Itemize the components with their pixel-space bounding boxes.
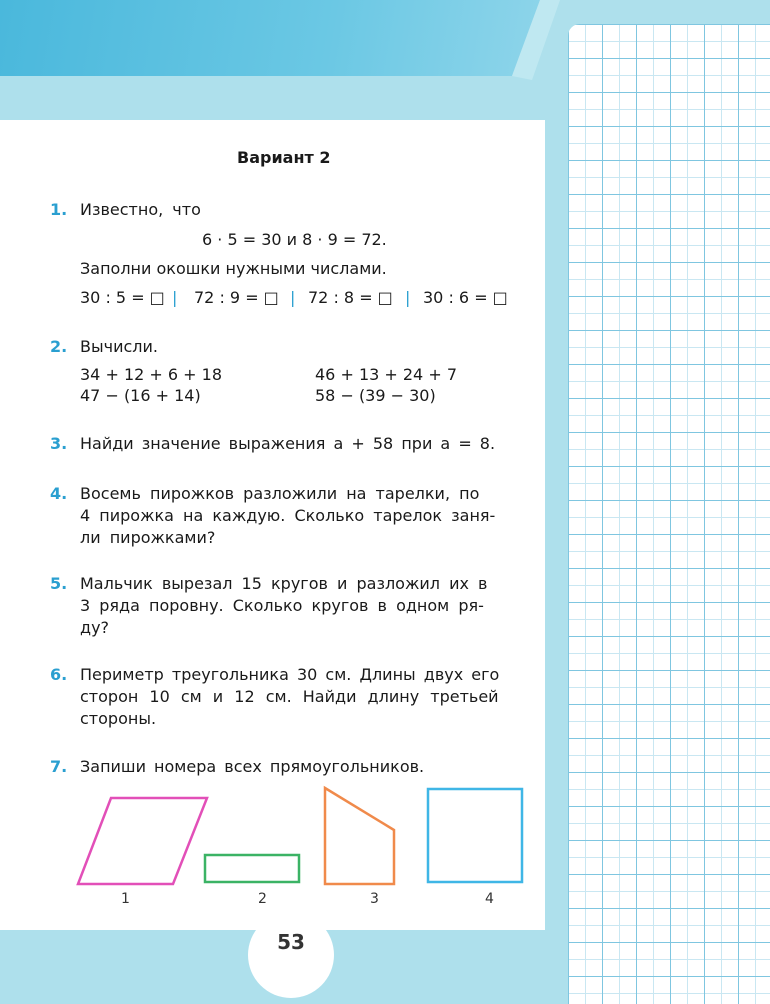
shape-4-label: 4 xyxy=(485,891,494,907)
task-3-number: 3. xyxy=(50,434,68,453)
task-1-equation-2: 72 : 9 = □ xyxy=(194,288,279,307)
task-4-line-3: ли пирожками? xyxy=(80,528,216,547)
task-1-facts: 6 · 5 = 30 и 8 · 9 = 72. xyxy=(202,230,387,249)
page-number-badge xyxy=(248,912,334,998)
task-1-line-1: Известно, что xyxy=(80,200,201,219)
task-2-expression-c: 47 − (16 + 14) xyxy=(80,386,201,405)
shape-3-trapezoid xyxy=(325,788,394,884)
separator: | xyxy=(290,288,296,307)
task-1-equation-3: 72 : 8 = □ xyxy=(308,288,393,307)
task-1-line-3: Заполни окошки нужными числами. xyxy=(80,259,387,278)
task-5-number: 5. xyxy=(50,574,68,593)
separator: | xyxy=(405,288,411,307)
task-2-number: 2. xyxy=(50,337,68,356)
task-2-expression-b: 46 + 13 + 24 + 7 xyxy=(315,365,457,384)
task-5-line-1: Мальчик вырезал 15 кругов и разложил их в xyxy=(80,574,488,593)
task-1-equation-1: 30 : 5 = □ xyxy=(80,288,165,307)
task-3-line-1: Найди значение выражения a + 58 при a = 8. xyxy=(80,434,496,453)
task-6-line-1: Периметр треугольника 30 см. Длины двух его xyxy=(80,665,500,684)
task-2-line-1: Вычисли. xyxy=(80,337,158,356)
shape-1-label: 1 xyxy=(121,891,130,907)
page-title: Вариант 2 xyxy=(237,148,331,167)
shape-1-parallelogram xyxy=(78,798,207,884)
shape-4-square xyxy=(428,789,522,882)
page-number: 53 xyxy=(277,930,305,954)
task-7-number: 7. xyxy=(50,757,68,776)
task-7-line-1: Запиши номера всех прямоугольников. xyxy=(80,757,425,776)
task-4-line-2: 4 пирожка на каждую. Сколько тарелок заня- xyxy=(80,506,496,525)
task-2-expression-d: 58 − (39 − 30) xyxy=(315,386,436,405)
shape-2-label: 2 xyxy=(258,891,267,907)
grid-paper xyxy=(568,24,770,1004)
shape-3-label: 3 xyxy=(370,891,379,907)
task-6-number: 6. xyxy=(50,665,68,684)
task-5-line-2: 3 ряда поровну. Сколько кругов в одном ря- xyxy=(80,596,484,615)
task-6-line-3: стороны. xyxy=(80,709,157,728)
shape-2-rectangle xyxy=(205,855,299,882)
task-6-line-2: сторон 10 см и 12 см. Найди длину третьей xyxy=(80,687,499,706)
task-1-equation-4: 30 : 6 = □ xyxy=(423,288,508,307)
task-4-number: 4. xyxy=(50,484,68,503)
task-2-expression-a: 34 + 12 + 6 + 18 xyxy=(80,365,222,384)
task-1-number: 1. xyxy=(50,200,68,219)
task-4-line-1: Восемь пирожков разложили на тарелки, по xyxy=(80,484,480,503)
separator: | xyxy=(172,288,178,307)
task-5-line-3: ду? xyxy=(80,618,110,637)
